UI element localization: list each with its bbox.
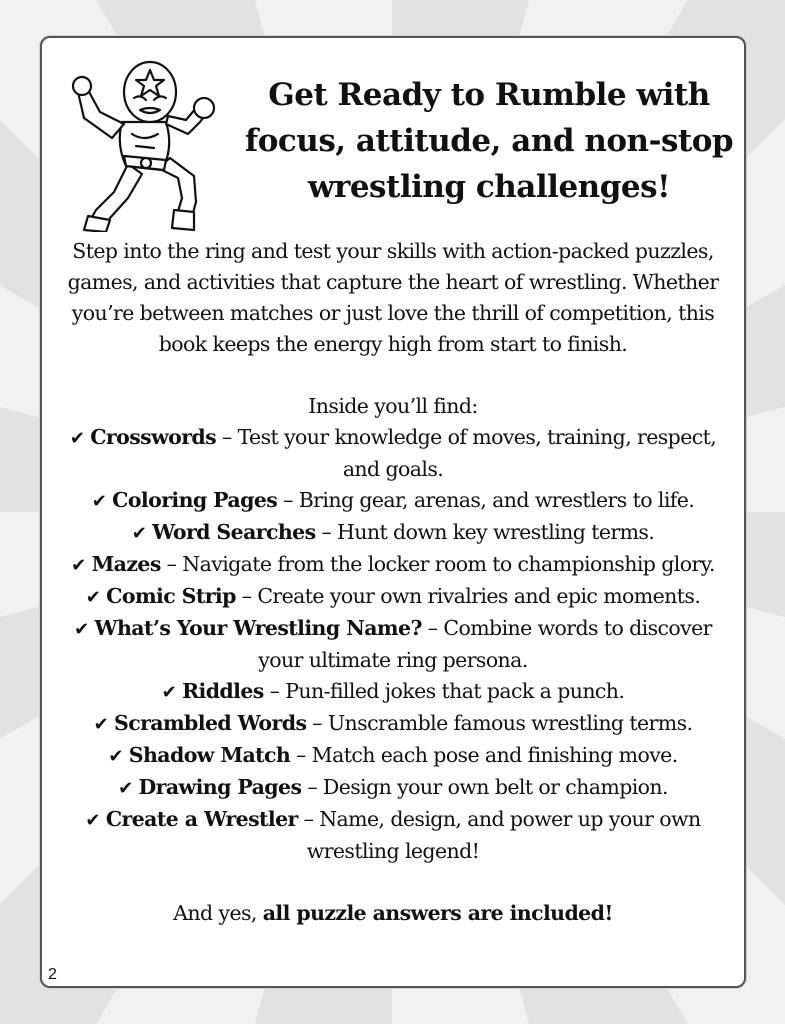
page-title: Get Ready to Rumble with focus, attitude, and non-stop wrestling challenges!	[244, 77, 734, 205]
checkmark-icon: ✔	[118, 778, 133, 799]
activity-item	[50, 676, 736, 708]
checkmark-icon: ✔	[85, 587, 101, 608]
intro-paragraph: Step into the ring and test your skills with action-packed puzzles, games, and activities that capture the heart of wrestling. Whether you’re between matches or just love the thrill of competition, this book keeps the energy high from start to finish.	[67, 239, 719, 356]
activity-item	[50, 422, 736, 485]
activity-name: Drawing Pages	[138, 775, 302, 799]
activity-description: – Test your knowledge of moves, training, respect, and goals.	[216, 425, 717, 481]
activity-description: – Navigate from the locker room to championship glory.	[160, 552, 715, 576]
inside-label: Inside you’ll find:	[308, 394, 478, 418]
activity-name: Word Searches	[152, 520, 316, 544]
activity-description: – Combine words to discover your ultimate ring persona.	[258, 616, 712, 672]
activity-name: Mazes	[91, 552, 161, 576]
activity-name: Coloring Pages	[112, 488, 278, 512]
checkmark-icon: ✔	[131, 523, 147, 544]
luchador-wrestler-illustration	[66, 52, 226, 232]
checkmark-icon: ✔	[69, 428, 85, 449]
checkmark-icon: ✔	[71, 555, 86, 576]
checkmark-icon: ✔	[91, 491, 107, 512]
activity-description: – Bring gear, arenas, and wrestlers to life.	[277, 488, 695, 512]
closing-line	[50, 898, 736, 929]
activity-name: Comic Strip	[106, 584, 236, 608]
activity-name: Shadow Match	[128, 743, 291, 767]
activity-description: – Match each pose and finishing move.	[290, 743, 678, 767]
checkmark-icon: ✔	[85, 810, 100, 831]
activity-name: What’s Your Wrestling Name?	[94, 616, 422, 640]
activity-description: – Pun-filled jokes that pack a punch.	[263, 679, 625, 703]
activity-item	[50, 581, 736, 613]
activity-description: – Create your own rivalries and epic moments.	[235, 584, 701, 608]
activity-name: Scrambled Words	[113, 711, 307, 735]
activity-item	[50, 549, 736, 581]
activity-item	[50, 804, 736, 867]
activity-item	[50, 613, 736, 676]
activity-item	[50, 485, 736, 517]
activity-name: Create a Wrestler	[105, 807, 298, 831]
closing-prefix: And yes,	[173, 901, 263, 925]
activities-list	[50, 422, 736, 867]
activity-description: – Name, design, and power up your own wrestling legend!	[297, 807, 701, 863]
activity-description: – Hunt down key wrestling terms.	[315, 520, 655, 544]
activity-description: – Design your own belt or champion.	[301, 775, 668, 799]
activity-description: – Unscramble famous wrestling terms.	[306, 711, 693, 735]
checkmark-icon: ✔	[74, 619, 89, 640]
activity-name: Riddles	[182, 679, 264, 703]
activity-item	[50, 740, 736, 772]
body-text	[50, 236, 736, 929]
page-number: 2	[48, 966, 57, 983]
activity-name: Crosswords	[90, 425, 217, 449]
checkmark-icon: ✔	[161, 682, 177, 703]
closing-bold: all puzzle answers are included!	[262, 901, 613, 925]
activity-item	[50, 517, 736, 549]
checkmark-icon: ✔	[93, 714, 109, 735]
activity-item	[50, 772, 736, 804]
checkmark-icon: ✔	[108, 746, 123, 767]
page-card	[40, 36, 746, 988]
activity-item	[50, 708, 736, 740]
